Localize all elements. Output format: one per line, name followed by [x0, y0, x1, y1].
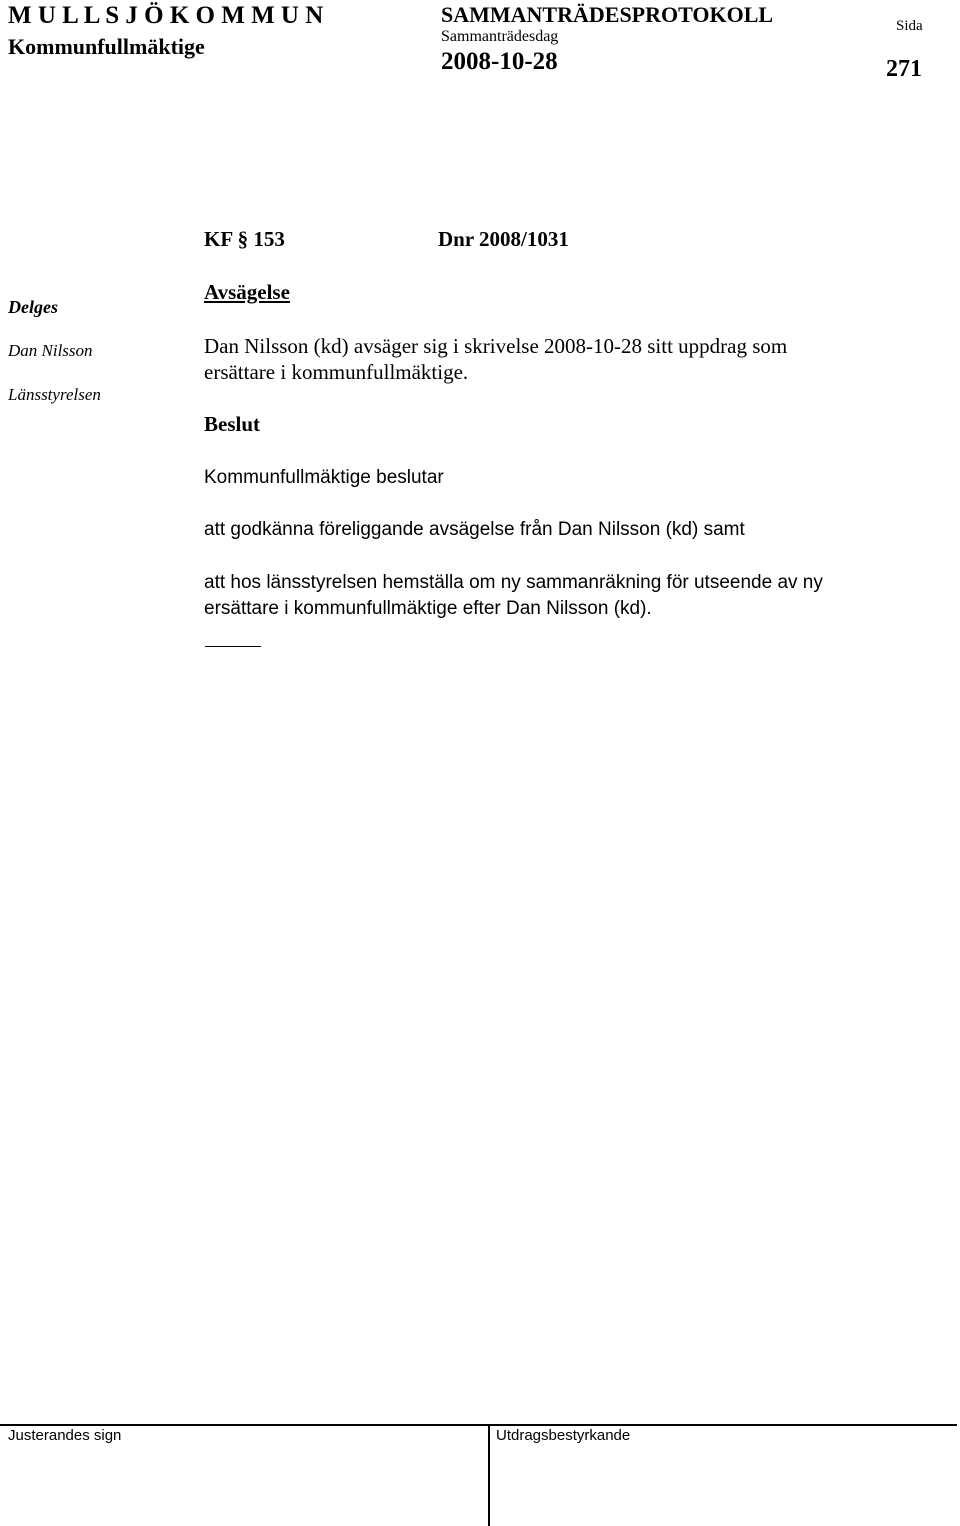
organization-name: M U L L S J Ö K O M M U N [8, 2, 324, 29]
intro-text-line: ersättare i kommunfullmäktige. [204, 360, 469, 384]
page-label: Sida [896, 18, 923, 34]
decision-heading: Beslut [204, 412, 261, 436]
footer-column-divider [488, 1424, 490, 1526]
page-number: 271 [886, 56, 922, 82]
decision-intro: Kommunfullmäktige beslutar [204, 467, 444, 488]
signature-label: Justerandes sign [8, 1427, 122, 1444]
intro-text-line: Dan Nilsson (kd) avsäger sig i skrivelse 2008-10-28 sitt uppdrag som [204, 334, 788, 358]
end-of-section-rule [205, 646, 261, 647]
subject-heading: Avsägelse [204, 280, 290, 304]
meeting-date-label: Sammanträdesdag [441, 28, 559, 45]
recipient-item: Länsstyrelsen [8, 385, 101, 404]
footer-divider [0, 1424, 957, 1426]
decision-item-2-line: ersättare i kommunfullmäktige efter Dan Nilsson (kd). [204, 598, 652, 619]
meeting-date: 2008-10-28 [441, 48, 558, 75]
recipient-item: Dan Nilsson [8, 341, 93, 360]
certification-label: Utdragsbestyrkande [496, 1427, 631, 1444]
paragraph-line [204, 227, 569, 252]
decision-item-2-line: att hos länsstyrelsen hemställa om ny sammanräkning för utseende av ny [204, 572, 823, 593]
committee-name: Kommunfullmäktige [8, 34, 205, 59]
decision-item-1: att godkänna föreliggande avsägelse från Dan Nilsson (kd) samt [204, 519, 745, 540]
document-type: SAMMANTRÄDESPROTOKOLL [441, 2, 774, 27]
diary-number: Dnr 2008/1031 [438, 227, 569, 251]
paragraph-number: KF § 153 [204, 227, 285, 251]
distribution-title: Delges [8, 297, 58, 317]
